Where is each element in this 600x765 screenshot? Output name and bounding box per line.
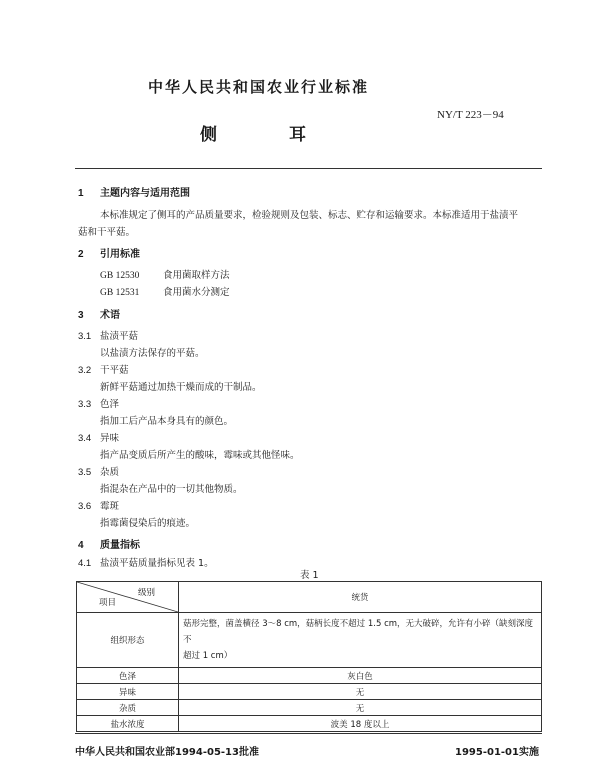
issued-line: 中华人民共和国农业部1994-05-13批准 xyxy=(75,747,259,758)
section-2-title: 引用标准 xyxy=(100,249,140,260)
section-4-1 xyxy=(78,555,214,569)
row-item: 色泽 xyxy=(77,668,179,684)
implemented-line: 1995-01-01实施 xyxy=(455,747,539,758)
row-value: 无 xyxy=(179,700,542,716)
term-definition: 指混杂在产品中的一切其他物质。 xyxy=(100,484,243,495)
row-value: 灰白色 xyxy=(179,668,542,684)
standard-number: NY/T 223－94 xyxy=(437,109,504,121)
section-1-text-line-1: 本标准规定了侧耳的产品质量要求，检验规则及包装、标志、贮存和运输要求。本标准适用于盐渍平 xyxy=(100,210,519,221)
term-definition: 指加工后产品本身具有的颜色。 xyxy=(100,416,234,427)
term-heading xyxy=(78,430,119,444)
term-name: 色泽 xyxy=(100,399,120,410)
row-value: 波美 18 度以上 xyxy=(179,716,542,732)
table-row xyxy=(77,613,542,668)
term-number: 3.1 xyxy=(78,331,92,342)
section-2-heading xyxy=(78,245,140,260)
footer-rule xyxy=(75,733,542,734)
term-heading xyxy=(78,328,138,342)
term-heading xyxy=(78,396,119,410)
term-heading xyxy=(78,464,119,478)
row-value-line-2: 超过 1 cm） xyxy=(183,651,233,661)
reference-code: GB 12531 xyxy=(100,288,140,298)
quality-table xyxy=(76,581,542,732)
standard-name: 中华人民共和国农业行业标准 xyxy=(148,78,370,96)
term-number: 3.2 xyxy=(78,365,92,376)
term-definition: 以盐渍方法保存的平菇。 xyxy=(100,348,205,359)
term-heading xyxy=(78,498,119,512)
table-caption: 表 1 xyxy=(300,570,319,581)
term-definition: 指霉菌侵染后的痕迹。 xyxy=(100,518,196,529)
section-1-title: 主题内容与适用范围 xyxy=(100,188,190,199)
header-item: 项目 xyxy=(99,598,117,608)
row-item: 组织形态 xyxy=(77,613,179,668)
diagonal-line xyxy=(77,582,178,612)
header-grade: 统货 xyxy=(179,582,542,613)
reference-name: 食用菌水分测定 xyxy=(163,287,230,298)
term-number: 3.4 xyxy=(78,433,92,444)
section-4-heading xyxy=(78,536,140,551)
section-3-heading xyxy=(78,306,120,321)
table-header-row xyxy=(77,582,542,613)
section-1-text-line-2: 菇和干平菇。 xyxy=(78,227,136,238)
subsection-number: 4.1 xyxy=(78,558,92,569)
row-item: 盐水浓度 xyxy=(77,716,179,732)
table-row xyxy=(77,684,542,700)
term-name: 杂质 xyxy=(100,467,120,478)
term-number: 3.3 xyxy=(78,399,92,410)
section-3-number: 3 xyxy=(78,310,84,321)
section-2-number: 2 xyxy=(78,249,84,260)
reference-item xyxy=(100,267,230,281)
title-char-2: 耳 xyxy=(289,125,306,145)
diagonal-header-cell xyxy=(77,582,179,613)
section-4-title: 质量指标 xyxy=(100,540,140,551)
section-3-title: 术语 xyxy=(100,310,120,321)
document-title xyxy=(200,120,306,145)
title-char-1: 侧 xyxy=(200,125,217,145)
section-1-heading xyxy=(78,184,190,199)
subsection-text: 盐渍平菇质量指标见表 1。 xyxy=(100,558,214,569)
term-name: 盐渍平菇 xyxy=(100,331,139,342)
section-4-number: 4 xyxy=(78,540,84,551)
row-value-line-1: 菇形完整，菌盖横径 3～8 cm，菇柄长度不超过 1.5 cm，无大破碎，允许有小碎（缺刻深度不 xyxy=(183,619,534,645)
table-row xyxy=(77,716,542,732)
header-rule xyxy=(75,168,542,169)
table-row xyxy=(77,668,542,684)
reference-code: GB 12530 xyxy=(100,271,140,281)
reference-item xyxy=(100,284,230,298)
row-item: 异味 xyxy=(77,684,179,700)
term-heading xyxy=(78,362,129,376)
term-number: 3.6 xyxy=(78,501,92,512)
table-row xyxy=(77,700,542,716)
term-name: 霉斑 xyxy=(100,501,120,512)
row-value: 无 xyxy=(179,684,542,700)
header-level: 级别 xyxy=(137,588,155,598)
term-name: 干平菇 xyxy=(100,365,129,376)
reference-name: 食用菌取样方法 xyxy=(163,270,230,281)
term-definition: 新鲜平菇通过加热干燥而成的干制品。 xyxy=(100,382,262,393)
section-1-number: 1 xyxy=(78,188,84,199)
term-name: 异味 xyxy=(100,433,120,444)
row-value xyxy=(179,613,542,668)
term-number: 3.5 xyxy=(78,467,92,478)
row-item: 杂质 xyxy=(77,700,179,716)
term-definition: 指产品变质后所产生的酸味，霉味或其他怪味。 xyxy=(100,450,300,461)
